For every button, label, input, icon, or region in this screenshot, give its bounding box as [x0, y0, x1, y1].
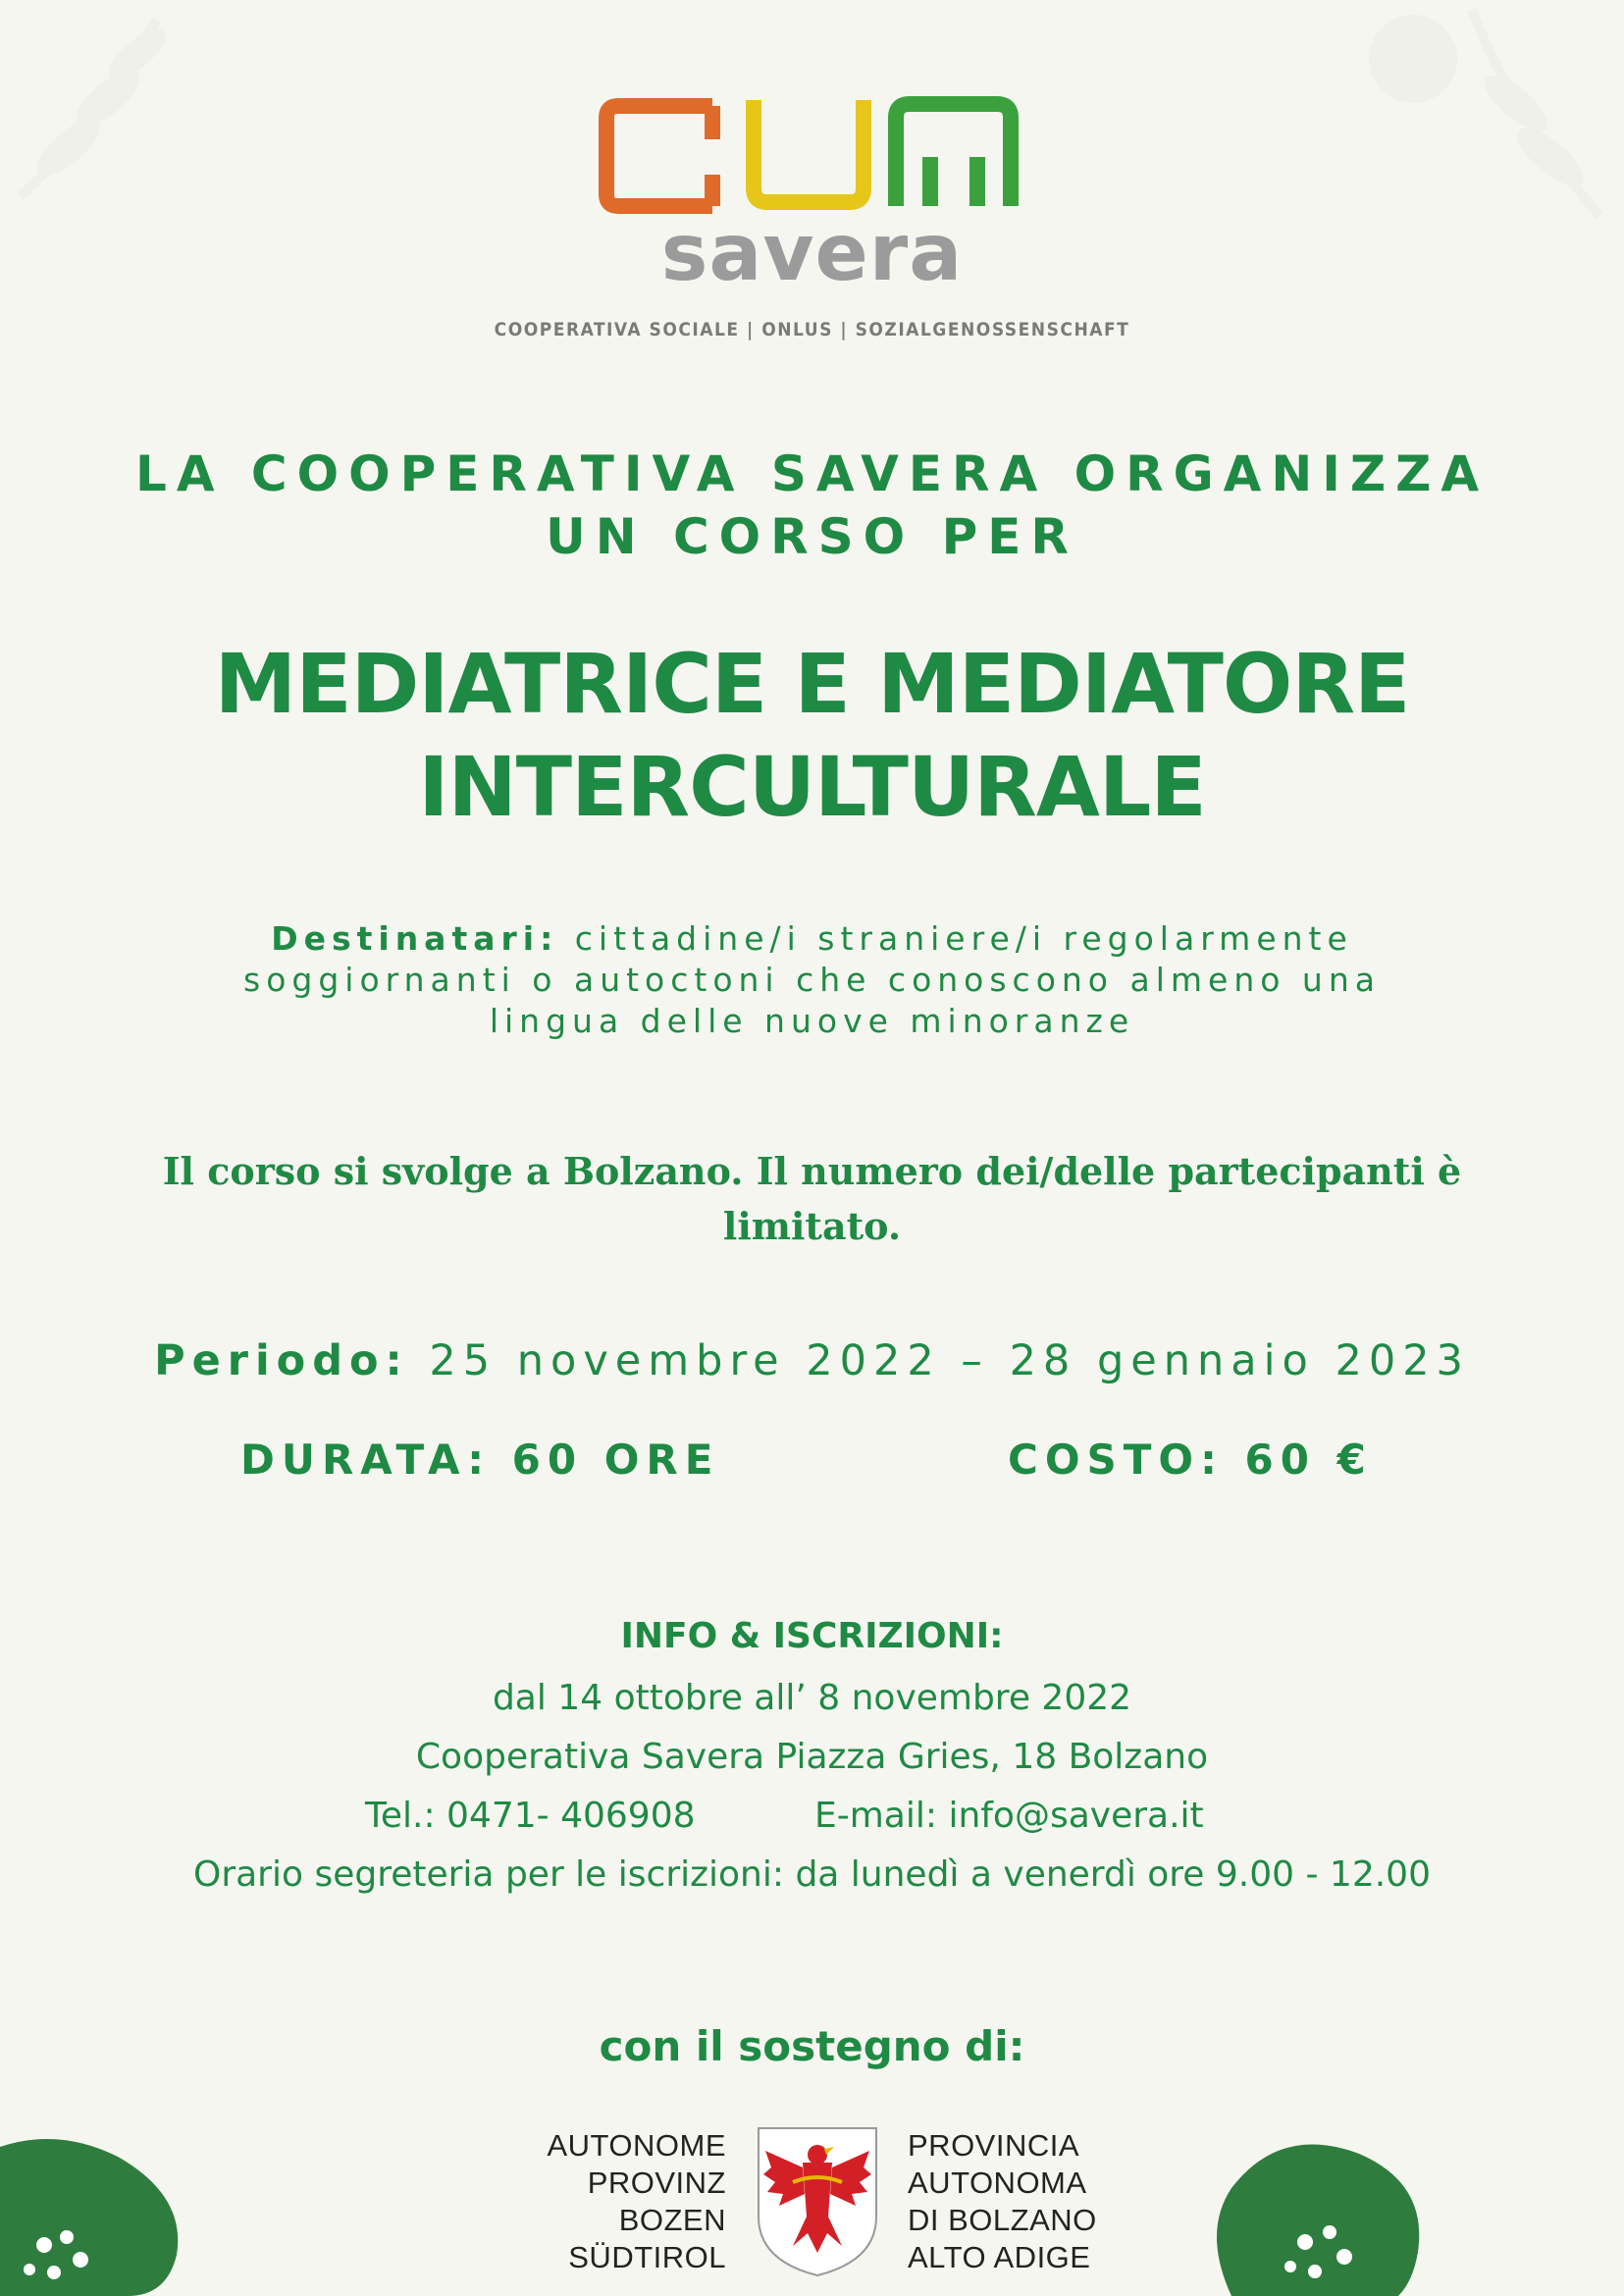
- recipients-line-1: [0, 919, 1624, 958]
- period-value: 25 novembre 2022 – 28 gennaio 2023: [408, 1336, 1470, 1385]
- info-address: Cooperativa Savera Piazza Gries, 18 Bolzano: [415, 1737, 1209, 1777]
- province-line: ALTO ADIGE: [908, 2240, 1091, 2274]
- course-title-line-2: INTERCULTURALE: [418, 739, 1206, 835]
- info-hours: Orario segreteria per le iscrizioni: da lunedì a venerdì ore 9.00 - 12.00: [192, 1854, 1431, 1895]
- province-line: AUTONOME: [547, 2128, 726, 2163]
- recipients-line-2: soggiornanti o autoctoni che conoscono almeno una: [243, 961, 1381, 999]
- duration-text: DURATA: 60 ORE: [240, 1435, 720, 1484]
- coat-of-arms-eagle-icon: [754, 2123, 881, 2280]
- logo-tagline: COOPERATIVA SOCIALE | ONLUS | SOZIALGENOSSENSCHAFT: [494, 319, 1130, 340]
- location-line-2: limitato.: [722, 1204, 902, 1248]
- recipients-line-3: lingua delle nuove minoranze: [489, 1002, 1135, 1040]
- intro-line-2: UN CORSO PER: [546, 508, 1078, 565]
- course-title-line-1: MEDIATRICE E MEDIATORE: [214, 636, 1410, 732]
- province-line: PROVINCIA: [908, 2128, 1080, 2163]
- location-line-1: Il corso si svolge a Bolzano. Il numero dei/delle partecipanti è: [162, 1149, 1462, 1193]
- province-line: PROVINZ: [587, 2166, 726, 2200]
- recipients-label: Destinatari:: [271, 919, 559, 958]
- info-email: E-mail: info@savera.it: [814, 1796, 1204, 1836]
- decorative-blob-right-icon: [1202, 2134, 1428, 2296]
- province-line: SÜDTIROL: [568, 2240, 726, 2274]
- recipients-text: cittadine/i straniere/i regolarmente: [558, 919, 1353, 958]
- province-line: BOZEN: [618, 2203, 726, 2237]
- logo-wordmark: savera: [660, 207, 964, 298]
- info-title: INFO & ISCRIZIONI:: [620, 1616, 1004, 1656]
- savera-logo-icon: [597, 88, 1028, 216]
- decorative-blob-left-icon: [0, 2127, 196, 2296]
- period-label: Periodo:: [154, 1336, 409, 1385]
- info-phone: Tel.: 0471- 406908: [365, 1796, 696, 1836]
- period-row: [0, 1336, 1624, 1385]
- province-name-german: [510, 2127, 726, 2276]
- info-dates: dal 14 ottobre all’ 8 novembre 2022: [492, 1678, 1132, 1718]
- province-line: AUTONOMA: [908, 2166, 1087, 2200]
- province-name-italian: [908, 2127, 1163, 2276]
- cost-text: COSTO: 60 €: [1008, 1435, 1373, 1484]
- support-label: con il sostegno di:: [599, 2022, 1025, 2070]
- province-line: DI BOLZANO: [908, 2203, 1097, 2237]
- intro-line-1: LA COOPERATIVA SAVERA ORGANIZZA: [134, 445, 1490, 502]
